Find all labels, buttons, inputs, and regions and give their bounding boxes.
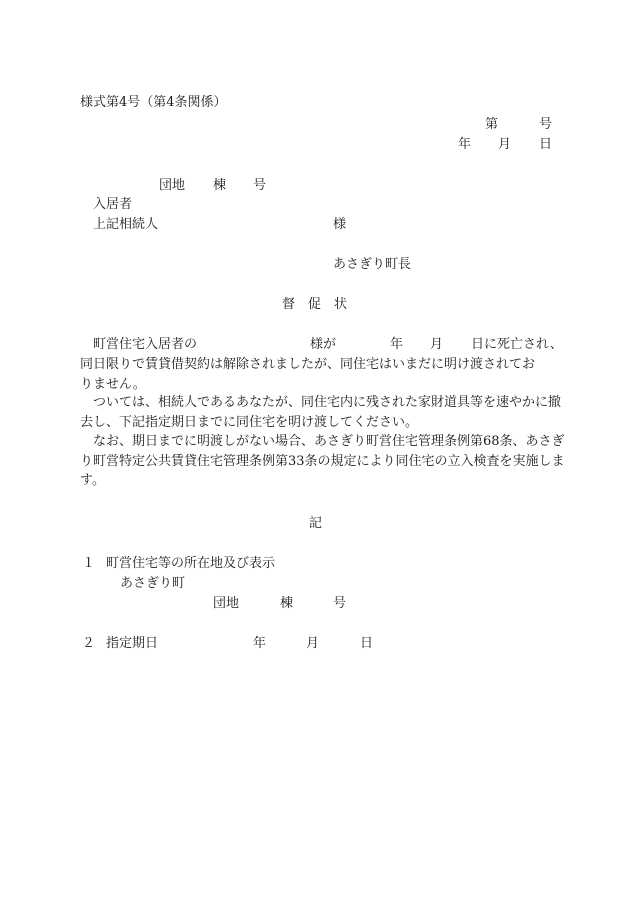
doc-number-suffix: 号 xyxy=(539,117,553,132)
item1-label: 町営住宅等の所在地及び表示 xyxy=(106,556,276,571)
item1-tou-label: 棟 xyxy=(280,596,294,611)
recipient-gou-label: 号 xyxy=(253,178,267,193)
item1-danchi-label: 団地 xyxy=(213,596,240,611)
ki-label: 記 xyxy=(309,516,323,531)
date-day-label: 日 xyxy=(539,137,553,152)
honorific-label: 様 xyxy=(333,217,347,232)
item2-number: ２ xyxy=(82,636,96,651)
item2-day-label: 日 xyxy=(360,636,374,651)
doc-number-prefix: 第 xyxy=(485,117,499,132)
body-line1-b: 様が xyxy=(310,337,337,352)
item1-gou-label: 号 xyxy=(333,596,347,611)
recipient-tou-label: 棟 xyxy=(213,178,227,193)
date-year-label: 年 xyxy=(458,137,472,152)
body-line1-e: 日に死亡され、 xyxy=(471,337,563,352)
date-month-label: 月 xyxy=(498,137,512,152)
body-paragraph-2: ついては、相続人であるあなたが、同住宅内に残された家財道具等を速やかに撤去し、下記指定期日までに同住宅を明け渡してください。 xyxy=(80,395,562,430)
item2-label: 指定期日 xyxy=(106,636,159,651)
heir-label: 上記相続人 xyxy=(93,217,159,232)
form-number: 様式第4号（第4条関係） xyxy=(80,95,227,110)
resident-label: 入居者 xyxy=(93,197,133,212)
body-line1-year: 年 xyxy=(390,337,404,352)
sender-name: あさぎり町長 xyxy=(333,257,412,272)
item2-month-label: 月 xyxy=(306,636,320,651)
body-line1-month: 月 xyxy=(430,337,444,352)
body-line2: 同日限りで賃貸借契約は解除されましたが、同住宅はいまだに明け渡されてお xyxy=(80,357,536,372)
document-title: 督 促 状 xyxy=(282,297,348,312)
recipient-danchi-label: 団地 xyxy=(159,178,186,193)
item2-year-label: 年 xyxy=(253,636,267,651)
body-line3: りません。 xyxy=(80,377,146,392)
item1-number: １ xyxy=(82,556,96,571)
item1-town: あさぎり町 xyxy=(120,576,186,591)
body-line1-a: 町営住宅入居者の xyxy=(93,337,198,352)
body-paragraph-3: なお、期日までに明渡しがない場合、あさぎり町営住宅管理条例第68条、あさぎり町営特定公共賃貸住宅管理条例第33条の規定により同住宅の立入検査を実施します。 xyxy=(80,434,565,489)
